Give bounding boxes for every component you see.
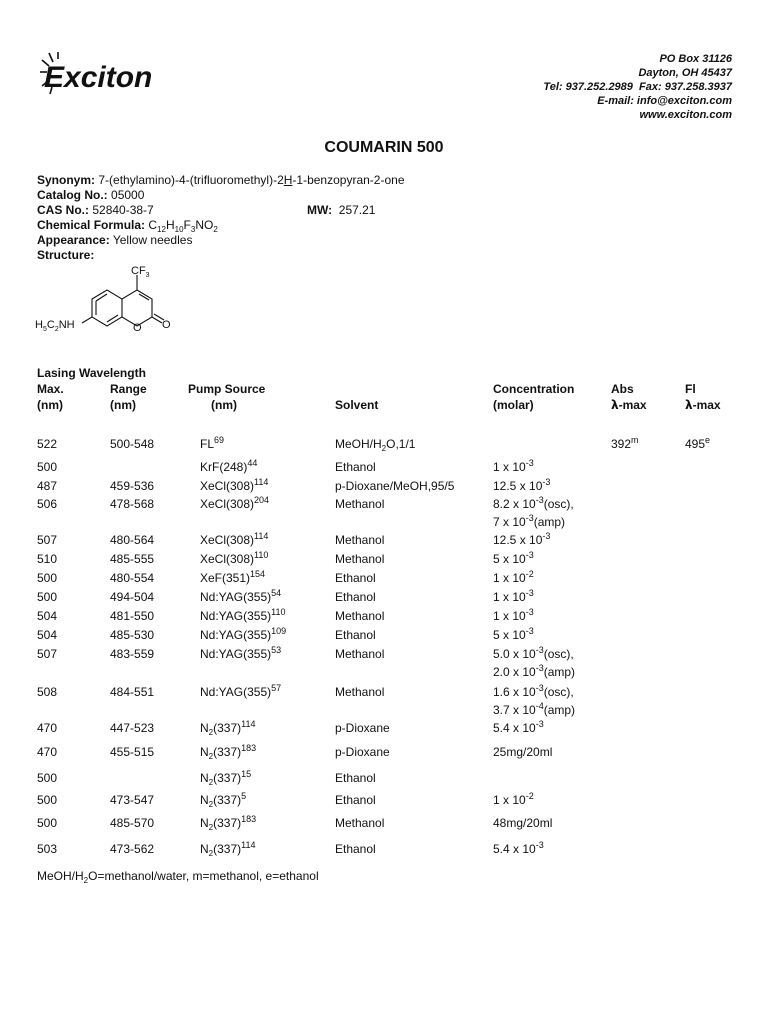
cell-solvent: MeOH/$H_2O,1/1$ xyxy=(335,437,416,453)
col-header-range xyxy=(110,381,147,413)
cell-conc: 8.2 x $10^{-3}(osc)$, xyxy=(493,495,574,511)
carbonyl-oxygen-label: O xyxy=(162,319,171,331)
cell-solvent: Ethanol xyxy=(335,842,376,856)
cell-max: 503 xyxy=(37,842,58,856)
cell-range: 494-504 xyxy=(110,590,155,604)
col-header-abs-line2 xyxy=(611,397,647,413)
page-title: COUMARIN 500 xyxy=(324,139,444,156)
cell-pump: $XeCl(308)^{110}$ xyxy=(200,550,269,566)
col-header-pump xyxy=(188,381,265,413)
cell-solvent: Ethanol xyxy=(335,793,376,807)
cell-max: 510 xyxy=(37,552,58,566)
catalog-value: 05000 xyxy=(111,188,145,202)
cell-conc: 12.5 x $10^{-3}$ xyxy=(493,477,551,493)
cell-solvent: Methanol xyxy=(335,609,385,623)
address-line-phone-fax: Tel: 937.252.2989 Fax: 937.258.3937 xyxy=(543,81,732,93)
cell-conc: 25mg/20ml xyxy=(493,745,553,759)
cell-solvent: p-Dioxane/MeOH,95/5 xyxy=(335,479,455,493)
cell-range: 455-515 xyxy=(110,745,155,759)
cell-max: 500 xyxy=(37,460,58,474)
catalog-row xyxy=(37,188,405,203)
cell-max: 504 xyxy=(37,609,58,623)
cas-row xyxy=(37,203,405,218)
col-header-abs-line1: Abs xyxy=(611,382,634,396)
cell-conc: 5.4 x $10^{-3}$ xyxy=(493,719,544,735)
cell-conc: 1 x $10^{-2}$ xyxy=(493,791,534,807)
cell-pump: $XeCl(308)^{114}$ xyxy=(200,531,269,547)
cell-pump: $Nd:YAG(355)^{54}$ xyxy=(200,588,282,604)
cell-pump: $N_2(337)^5$ xyxy=(200,791,247,809)
cell-solvent: p-Dioxane xyxy=(335,745,390,759)
cell-pump: $Nd:YAG(355)^{57}$ xyxy=(200,683,282,699)
col-header-conc-line1: Concentration xyxy=(493,382,575,396)
formula-label: Chemical Formula: xyxy=(37,218,146,232)
address-line-po-box: PO Box 31126 xyxy=(659,53,732,65)
mw-label: MW: xyxy=(307,203,333,217)
cell-max: 506 xyxy=(37,497,58,511)
cell-solvent: Methanol xyxy=(335,816,385,830)
cell-pump: FL$^{69}$ xyxy=(200,435,225,451)
cell-range: 485-570 xyxy=(110,816,155,830)
synonym-row xyxy=(37,173,405,188)
cell-pump: $XeF(351)^{154}$ xyxy=(200,569,266,585)
cell-max: 500 xyxy=(37,590,58,604)
cell-conc-line2: 2.0 x $10^{-3}(amp)$ xyxy=(493,663,576,679)
cell-max: 507 xyxy=(37,647,58,661)
cell-max: 470 xyxy=(37,721,58,735)
cell-solvent: Ethanol xyxy=(335,590,376,604)
col-header-fl-line2 xyxy=(685,397,721,413)
cell-max: 500 xyxy=(37,771,58,785)
cell-range: 500-548 xyxy=(110,437,155,451)
cell-range: 485-530 xyxy=(110,628,155,642)
cell-conc: 1 x $10^{-3}$ xyxy=(493,607,534,623)
footnote: MeOH/$H_2O=methanol$/water, m=methanol, e=ethanol xyxy=(37,869,319,885)
col-header-concentration xyxy=(493,381,574,413)
cell-range: 481-550 xyxy=(110,609,155,623)
ring-oxygen-label: O xyxy=(133,322,142,334)
cell-max: 508 xyxy=(37,685,58,699)
cell-range: 447-523 xyxy=(110,721,155,735)
catalog-label: Catalog No.: xyxy=(37,188,108,202)
cell-max: 500 xyxy=(37,816,58,830)
col-header-pump-line1: Pump Source xyxy=(188,382,266,396)
cell-max: 500 xyxy=(37,571,58,585)
lambda-symbol: λ xyxy=(685,398,693,412)
cell-pump: $XeCl(308)^{204}$ xyxy=(200,495,270,511)
abs-max-text: -max xyxy=(618,398,647,412)
cell-fl: 495e xyxy=(685,435,711,451)
cell-max: 500 xyxy=(37,793,58,807)
exciton-logo xyxy=(38,50,168,115)
cell-range: 459-536 xyxy=(110,479,155,493)
cell-max: 470 xyxy=(37,745,58,759)
cell-conc: 5 x $10^{-3}$ xyxy=(493,626,534,642)
cell-pump: $N_2(337)^{183}$ xyxy=(200,743,257,761)
col-header-max-line1: Max. xyxy=(37,382,64,396)
col-header-abs xyxy=(611,381,647,413)
formula-value: $C_{12}H_{10}F_3NO_2$ xyxy=(148,218,218,234)
cell-range: 480-564 xyxy=(110,533,155,547)
lasing-wavelength-label: Lasing Wavelength xyxy=(37,366,146,380)
cell-solvent: Methanol xyxy=(335,552,385,566)
cell-pump: $N_2(337)^{15}$ xyxy=(200,769,252,787)
cell-abs: 392$^m$ xyxy=(611,435,639,451)
cell-pump: $Nd:YAG(355)^{109}$ xyxy=(200,626,287,642)
cell-pump: $Nd:YAG(355)^{53}$ xyxy=(200,645,282,661)
cell-conc: 5.4 x $10^{-3}$ xyxy=(493,840,544,856)
appearance-label: Appearance: xyxy=(37,233,110,247)
logo-text: Exciton xyxy=(44,61,153,94)
col-header-max xyxy=(37,381,64,413)
appearance-value: Yellow needles xyxy=(112,233,193,247)
cas-value: 52840-38-7 xyxy=(92,203,154,217)
cell-range: 473-547 xyxy=(110,793,155,807)
col-header-max-line2: (nm) xyxy=(37,398,63,412)
synonym-value-post: -1-benzopyran-2-one xyxy=(292,173,405,187)
company-address xyxy=(543,52,732,122)
appearance-row xyxy=(37,233,405,248)
col-header-fl-line1: Fl xyxy=(685,382,696,396)
cell-range: 473-562 xyxy=(110,842,155,856)
cell-solvent: p-Dioxane xyxy=(335,721,390,735)
cell-pump: $N_2(337)^{114}$ xyxy=(200,840,256,858)
cell-max: 522 xyxy=(37,437,58,451)
cell-range: 484-551 xyxy=(110,685,155,699)
cell-solvent: Ethanol xyxy=(335,571,376,585)
cell-pump: $N_2(337)^{114}$ xyxy=(200,719,256,737)
cell-solvent: Methanol xyxy=(335,685,385,699)
col-header-range-line1: Range xyxy=(110,382,147,396)
cell-conc-line2: 3.7 x $10^{-4}(amp)$ xyxy=(493,701,576,717)
cell-range: 483-559 xyxy=(110,647,155,661)
cell-range: 480-554 xyxy=(110,571,155,585)
cell-conc: 1 x $10^{-3}$ xyxy=(493,458,534,474)
cell-conc-line2: 7 x $10^{-3}(amp)$ xyxy=(493,513,566,529)
cell-solvent: Ethanol xyxy=(335,460,376,474)
cell-range: 478-568 xyxy=(110,497,155,511)
synonym-value-pre: 7-(ethylamino)-4-(trifluoromethyl)-2 xyxy=(98,173,284,187)
formula-row xyxy=(37,218,405,233)
cell-max: 504 xyxy=(37,628,58,642)
cell-conc: 5.0 x $10^{-3}(osc)$, xyxy=(493,645,574,661)
cell-conc: 12.5 x $10^{-3}$ xyxy=(493,531,551,547)
address-line-website[interactable]: www.exciton.com xyxy=(639,109,732,121)
cell-pump: $KrF(248)^{44}$ xyxy=(200,458,258,474)
mw-value: 257.21 xyxy=(338,203,376,217)
col-header-pump-line2: (nm) xyxy=(211,398,237,412)
col-header-conc-line2: (molar) xyxy=(493,398,534,412)
col-header-solvent: Solvent xyxy=(335,398,379,412)
cell-solvent: Ethanol xyxy=(335,771,376,785)
cell-range: 485-555 xyxy=(110,552,155,566)
cell-solvent: Methanol xyxy=(335,497,385,511)
compound-info xyxy=(37,173,405,263)
cell-conc: 48mg/20ml xyxy=(493,816,553,830)
col-header-range-line2: (nm) xyxy=(110,398,136,412)
lambda-symbol: λ xyxy=(611,398,619,412)
cell-conc: 1 x $10^{-3}$ xyxy=(493,588,534,604)
pyranone-ring xyxy=(122,290,152,326)
col-header-fl xyxy=(685,381,721,413)
cell-max: 507 xyxy=(37,533,58,547)
structure-label: Structure: xyxy=(37,248,95,262)
cell-solvent: Ethanol xyxy=(335,628,376,642)
cell-pump: $Nd:YAG(355)^{110}$ xyxy=(200,607,286,623)
amine-label: $H_5C_2NH$ xyxy=(35,319,75,333)
cell-pump: $N_2(337)^{183}$ xyxy=(200,814,257,832)
cas-label: CAS No.: xyxy=(37,203,89,217)
synonym-label: Synonym: xyxy=(37,173,96,187)
cell-max: 487 xyxy=(37,479,58,493)
cell-conc: 1.6 x $10^{-3}(osc)$, xyxy=(493,683,574,699)
address-line-email[interactable]: E-mail: info@exciton.com xyxy=(597,95,732,107)
cell-solvent: Methanol xyxy=(335,647,385,661)
cell-conc: 1 x $10^{-2}$ xyxy=(493,569,534,585)
synonym-value-h: H xyxy=(283,173,293,187)
cell-solvent: Methanol xyxy=(335,533,385,547)
cell-conc: 5 x $10^{-3}$ xyxy=(493,550,534,566)
mw-field xyxy=(307,203,375,218)
cell-pump: $XeCl(308)^{114}$ xyxy=(200,477,269,493)
fl-max-text: -max xyxy=(692,398,721,412)
chemical-structure-diagram xyxy=(35,258,195,343)
address-line-city: Dayton, OH 45437 xyxy=(638,67,732,79)
cf3-label: $CF_3$ xyxy=(131,265,150,279)
